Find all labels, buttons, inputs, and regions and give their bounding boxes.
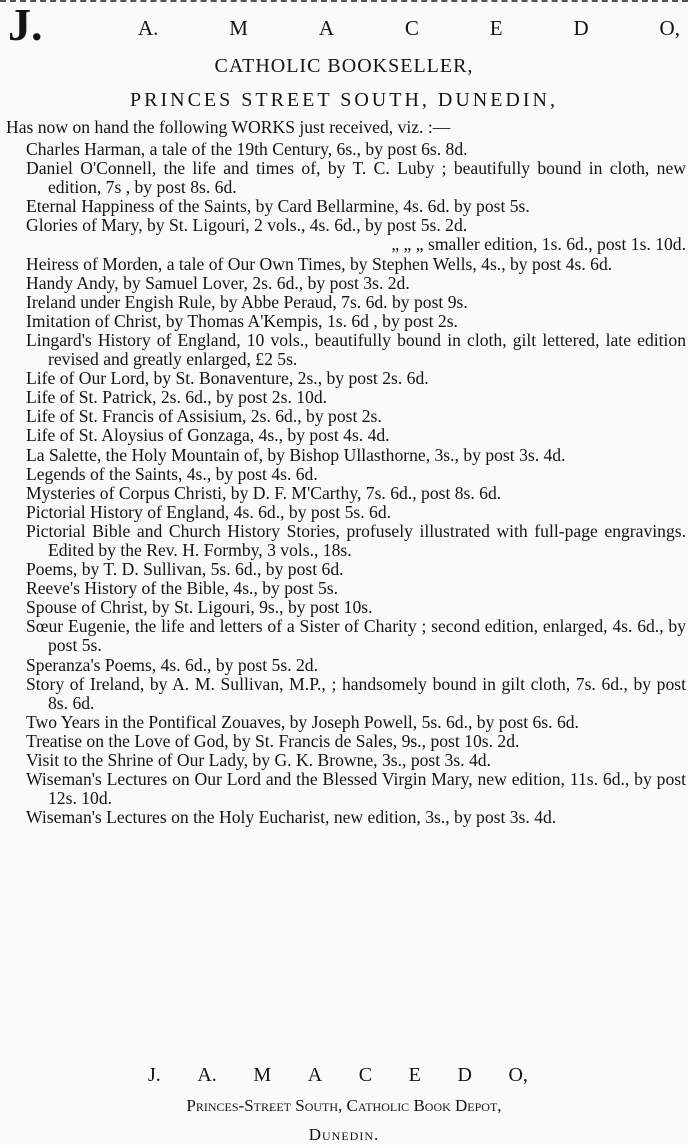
footer-letter: A. (197, 1064, 217, 1086)
intro-text: Has now on hand the following WORKS just received, viz. :— (6, 117, 451, 137)
book-entry: Legends of the Saints, 4s., by post 4s. 6d. (26, 463, 318, 484)
footer-city: Dunedin. (308, 1125, 380, 1144)
book-entry: Treatise on the Love of God, by St. Francis de Sales, 9s., post 10s. 2d. (26, 730, 520, 751)
book-entry: Lingard's History of England, 10 vols., beautifully bound in cloth, gilt lettered, late edition revised and greatly enlarged, £2 5s. (26, 329, 686, 370)
header-name-letters (138, 16, 680, 41)
title-line-1: CATHOLIC BOOKSELLER, (214, 55, 474, 77)
book-entry: Charles Harman, a tale of the 19th Century, 6s., by post 6s. 8d. (26, 139, 468, 159)
book-list (26, 140, 686, 827)
book-entry: Life of St. Patrick, 2s. 6d., by post 2s. 10d. (26, 387, 328, 408)
title-line-2: PRINCES STREET SOUTH, DUNEDIN, (130, 89, 558, 111)
header-initial: J. (8, 0, 43, 50)
book-entry: Reeve's History of the Bible, 4s., by post 5s. (26, 578, 339, 599)
book-entry: Glories of Mary, by St. Ligouri, 2 vols., 4s. 6d., by post 5s. 2d. (26, 215, 468, 236)
header-letter: O, (659, 16, 680, 40)
book-entry: Mysteries of Corpus Christi, by D. F. M'Carthy, 7s. 6d., post 8s. 6d. (26, 482, 502, 503)
footer-letter: A (307, 1064, 323, 1086)
book-entry: Wiseman's Lectures on the Holy Eucharist, new edition, 3s., by post 3s. 4d. (26, 807, 557, 828)
book-entry: Sœur Eugenie, the life and letters of a Sister of Charity ; second edition, enlarged, 4s. 6d., by post 5s. (26, 616, 686, 656)
book-entry: Visit to the Shrine of Our Lady, by G. K. Browne, 3s., post 3s. 4d. (26, 750, 491, 770)
book-entry: Ireland under Engish Rule, by Abbe Peraud, 7s. 6d. by post 9s. (26, 291, 468, 312)
footer-letter: J. (148, 1064, 161, 1086)
book-entry: Wiseman's Lectures on Our Lord and the Blessed Virgin Mary, new edition, 11s. 6d., by post 12s. 10d. (26, 769, 686, 809)
footer-letter: E (408, 1064, 421, 1086)
book-entry: Life of Our Lord, by St. Bonaventure, 2s., by post 2s. 6d. (26, 368, 429, 389)
footer-address: Princes-Street South, Catholic Book Depot, (186, 1096, 502, 1115)
book-entry: Daniel O'Connell, the life and times of, by T. C. Luby ; beautifully bound in cloth, new edition, 7s , by post 8s. 6d. (26, 158, 686, 198)
book-entry: Poems, by T. D. Sullivan, 5s. 6d., by post 6d. (26, 559, 344, 580)
book-entry: Life of St. Aloysius of Gonzaga, 4s., by post 4s. 4d. (26, 425, 390, 446)
book-entry: Heiress of Morden, a tale of Our Own Times, by Stephen Wells, 4s., by post 4s. 6d. (26, 253, 613, 274)
header-letter: D (573, 16, 589, 40)
book-entry: Spouse of Christ, by St. Ligouri, 9s., by post 10s. (26, 597, 373, 618)
book-entry: Eternal Happiness of the Saints, by Card Bellarmine, 4s. 6d. by post 5s. (26, 196, 530, 217)
book-entry: Handy Andy, by Samuel Lover, 2s. 6d., by post 3s. 2d. (26, 272, 410, 293)
header-letter: C (404, 16, 419, 40)
header-letter: E (489, 16, 503, 40)
book-entry: Imitation of Christ, by Thomas A'Kempis, 1s. 6d , by post 2s. (26, 310, 458, 331)
footer-letter: M (253, 1064, 272, 1086)
header-letter: A (318, 16, 335, 40)
footer-letter: D (457, 1064, 472, 1086)
top-rule (0, 0, 688, 4)
footer-name-letters (148, 1064, 528, 1087)
header-letter: M (229, 16, 248, 40)
footer-letter: O, (508, 1064, 528, 1086)
footer-letter: C (358, 1064, 373, 1086)
book-entry: „ „ „ smaller edition, 1s. 6d., post 1s. 10d. (391, 234, 686, 255)
book-entry: Life of St. Francis of Assisium, 2s. 6d., by post 2s. (26, 406, 382, 427)
book-entry: Pictorial Bible and Church History Stories, profusely illustrated with full-page engravings. Edited by the Rev. H. Formby, 3 vols., 18s. (26, 520, 686, 560)
header-letter: A. (138, 16, 159, 40)
book-entry: La Salette, the Holy Mountain of, by Bishop Ullasthorne, 3s., by post 3s. 4d. (26, 444, 566, 465)
book-entry: Story of Ireland, by A. M. Sullivan, M.P., ; handsomely bound in gilt cloth, 7s. 6d., by post 8s. 6d. (26, 673, 686, 713)
advert-header (8, 0, 680, 54)
book-entry: Pictorial History of England, 4s. 6d., by post 5s. 6d. (26, 501, 392, 522)
book-entry: Speranza's Poems, 4s. 6d., by post 5s. 2d. (26, 654, 318, 675)
book-entry: Two Years in the Pontifical Zouaves, by Joseph Powell, 5s. 6d., by post 6s. 6d. (26, 711, 579, 732)
